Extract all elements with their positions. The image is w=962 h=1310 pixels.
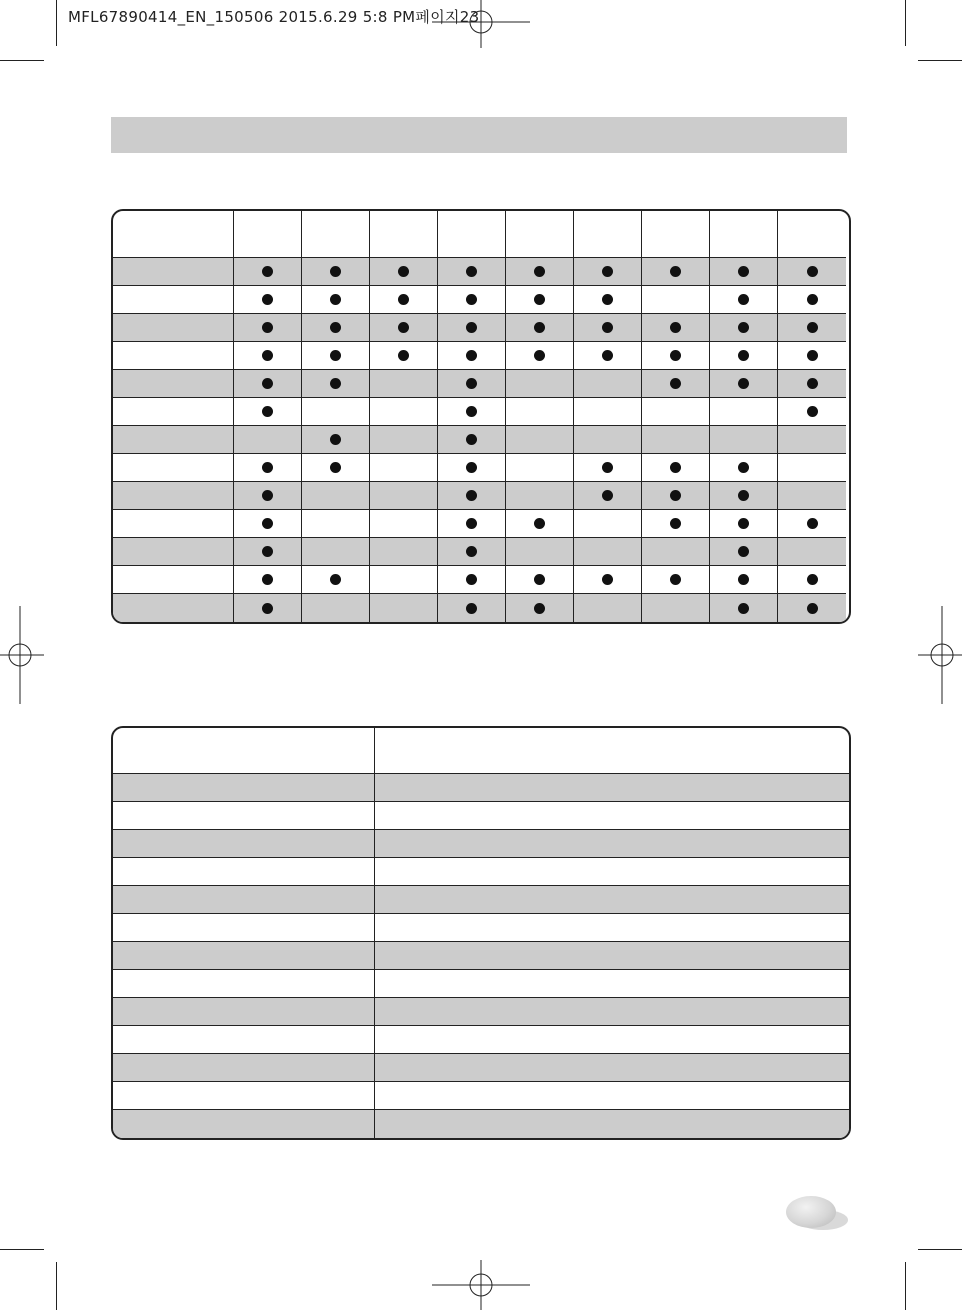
bullet-mark-icon bbox=[466, 406, 477, 417]
print-slug: MFL67890414_EN_150506 2015.6.29 5:8 PM페이지23 bbox=[68, 8, 480, 26]
bullet-mark-icon bbox=[738, 378, 749, 389]
feature-cell bbox=[302, 398, 370, 426]
bullet-mark-icon bbox=[330, 378, 341, 389]
feature-cell bbox=[506, 566, 574, 594]
feature-cell bbox=[710, 454, 778, 482]
description-term-cell bbox=[113, 858, 375, 886]
bullet-mark-icon bbox=[534, 574, 545, 585]
description-text-cell bbox=[375, 774, 849, 802]
feature-cell bbox=[438, 538, 506, 566]
registration-mark-icon bbox=[918, 606, 962, 704]
feature-cell bbox=[642, 510, 710, 538]
bullet-mark-icon bbox=[466, 490, 477, 501]
feature-cell bbox=[234, 370, 302, 398]
feature-cell bbox=[642, 370, 710, 398]
description-table bbox=[111, 726, 851, 1140]
registration-mark-icon bbox=[0, 606, 44, 704]
bullet-mark-icon bbox=[602, 490, 613, 501]
bullet-mark-icon bbox=[262, 518, 273, 529]
bullet-mark-icon bbox=[262, 266, 273, 277]
feature-cell bbox=[710, 314, 778, 342]
feature-cell bbox=[778, 258, 846, 286]
feature-cell bbox=[778, 342, 846, 370]
feature-cell bbox=[506, 286, 574, 314]
feature-row-label bbox=[113, 566, 234, 594]
bullet-mark-icon bbox=[738, 490, 749, 501]
feature-table-header-cell bbox=[438, 211, 506, 258]
bullet-mark-icon bbox=[330, 350, 341, 361]
bullet-mark-icon bbox=[670, 574, 681, 585]
bullet-mark-icon bbox=[807, 378, 818, 389]
feature-cell bbox=[234, 482, 302, 510]
feature-cell bbox=[574, 314, 642, 342]
bullet-mark-icon bbox=[466, 378, 477, 389]
feature-cell bbox=[710, 426, 778, 454]
description-term-cell bbox=[113, 774, 375, 802]
feature-cell bbox=[574, 566, 642, 594]
description-text-cell bbox=[375, 1054, 849, 1082]
feature-row-label bbox=[113, 342, 234, 370]
bullet-mark-icon bbox=[602, 350, 613, 361]
feature-cell bbox=[438, 454, 506, 482]
description-term-cell bbox=[113, 1082, 375, 1110]
feature-cell bbox=[438, 594, 506, 622]
page-number-tab bbox=[786, 1196, 836, 1228]
feature-cell bbox=[234, 454, 302, 482]
feature-table-header-cell bbox=[506, 211, 574, 258]
bullet-mark-icon bbox=[466, 518, 477, 529]
feature-cell bbox=[506, 258, 574, 286]
feature-cell bbox=[302, 538, 370, 566]
feature-cell bbox=[234, 398, 302, 426]
bullet-mark-icon bbox=[398, 266, 409, 277]
feature-cell bbox=[778, 286, 846, 314]
feature-table bbox=[111, 209, 851, 624]
feature-cell bbox=[302, 594, 370, 622]
feature-cell bbox=[710, 510, 778, 538]
feature-cell bbox=[438, 286, 506, 314]
bullet-mark-icon bbox=[738, 574, 749, 585]
feature-cell bbox=[642, 538, 710, 566]
feature-cell bbox=[370, 510, 438, 538]
bullet-mark-icon bbox=[602, 462, 613, 473]
bullet-mark-icon bbox=[670, 462, 681, 473]
bullet-mark-icon bbox=[466, 350, 477, 361]
feature-cell bbox=[778, 426, 846, 454]
feature-row-label bbox=[113, 398, 234, 426]
description-term-cell bbox=[113, 998, 375, 1026]
feature-cell bbox=[302, 454, 370, 482]
feature-cell bbox=[710, 482, 778, 510]
feature-table-header-corner bbox=[113, 211, 234, 258]
bullet-mark-icon bbox=[330, 322, 341, 333]
bullet-mark-icon bbox=[534, 518, 545, 529]
description-term-cell bbox=[113, 830, 375, 858]
bullet-mark-icon bbox=[466, 294, 477, 305]
feature-cell bbox=[574, 258, 642, 286]
feature-row-label bbox=[113, 426, 234, 454]
description-text-cell bbox=[375, 970, 849, 998]
description-text-cell bbox=[375, 1082, 849, 1110]
feature-row-label bbox=[113, 370, 234, 398]
feature-cell bbox=[778, 314, 846, 342]
feature-cell bbox=[642, 426, 710, 454]
bullet-mark-icon bbox=[602, 294, 613, 305]
bullet-mark-icon bbox=[738, 546, 749, 557]
feature-cell bbox=[370, 454, 438, 482]
bullet-mark-icon bbox=[807, 603, 818, 614]
bullet-mark-icon bbox=[262, 350, 273, 361]
feature-cell bbox=[438, 314, 506, 342]
bullet-mark-icon bbox=[534, 294, 545, 305]
description-term-cell bbox=[113, 1026, 375, 1054]
bullet-mark-icon bbox=[262, 322, 273, 333]
feature-cell bbox=[438, 426, 506, 454]
bullet-mark-icon bbox=[807, 266, 818, 277]
feature-cell bbox=[302, 342, 370, 370]
feature-table-header-cell bbox=[642, 211, 710, 258]
feature-cell bbox=[574, 370, 642, 398]
feature-cell bbox=[574, 454, 642, 482]
feature-cell bbox=[642, 454, 710, 482]
description-text-cell bbox=[375, 1110, 849, 1138]
feature-cell bbox=[506, 510, 574, 538]
feature-table-header-cell bbox=[302, 211, 370, 258]
bullet-mark-icon bbox=[534, 266, 545, 277]
bullet-mark-icon bbox=[738, 294, 749, 305]
description-header-left bbox=[113, 728, 375, 774]
bullet-mark-icon bbox=[466, 322, 477, 333]
bullet-mark-icon bbox=[330, 294, 341, 305]
feature-cell bbox=[302, 314, 370, 342]
bullet-mark-icon bbox=[262, 406, 273, 417]
bullet-mark-icon bbox=[466, 574, 477, 585]
bullet-mark-icon bbox=[670, 266, 681, 277]
feature-cell bbox=[506, 370, 574, 398]
feature-row-label bbox=[113, 286, 234, 314]
description-text-cell bbox=[375, 858, 849, 886]
feature-row-label bbox=[113, 594, 234, 622]
description-text-cell bbox=[375, 830, 849, 858]
bullet-mark-icon bbox=[670, 518, 681, 529]
feature-cell bbox=[302, 426, 370, 454]
bullet-mark-icon bbox=[602, 574, 613, 585]
feature-cell bbox=[574, 398, 642, 426]
bullet-mark-icon bbox=[807, 518, 818, 529]
feature-cell bbox=[574, 342, 642, 370]
feature-cell bbox=[370, 594, 438, 622]
feature-cell bbox=[642, 594, 710, 622]
bullet-mark-icon bbox=[807, 294, 818, 305]
feature-cell bbox=[506, 538, 574, 566]
description-text-cell bbox=[375, 886, 849, 914]
feature-row-label bbox=[113, 538, 234, 566]
feature-cell bbox=[778, 566, 846, 594]
registration-mark-icon bbox=[432, 1260, 530, 1310]
feature-cell bbox=[710, 342, 778, 370]
bullet-mark-icon bbox=[670, 322, 681, 333]
feature-cell bbox=[234, 314, 302, 342]
section-heading-bar bbox=[111, 117, 847, 153]
feature-cell bbox=[438, 258, 506, 286]
feature-cell bbox=[778, 510, 846, 538]
bullet-mark-icon bbox=[738, 350, 749, 361]
feature-cell bbox=[438, 482, 506, 510]
feature-row-label bbox=[113, 258, 234, 286]
feature-cell bbox=[370, 426, 438, 454]
bullet-mark-icon bbox=[738, 322, 749, 333]
feature-table-header-cell bbox=[574, 211, 642, 258]
feature-cell bbox=[642, 398, 710, 426]
feature-cell bbox=[370, 286, 438, 314]
feature-cell bbox=[710, 258, 778, 286]
feature-cell bbox=[778, 454, 846, 482]
feature-cell bbox=[642, 566, 710, 594]
feature-cell bbox=[506, 342, 574, 370]
description-text-cell bbox=[375, 998, 849, 1026]
feature-cell bbox=[710, 538, 778, 566]
feature-cell bbox=[370, 482, 438, 510]
description-term-cell bbox=[113, 1054, 375, 1082]
feature-cell bbox=[234, 594, 302, 622]
feature-cell bbox=[574, 538, 642, 566]
feature-cell bbox=[234, 342, 302, 370]
bullet-mark-icon bbox=[602, 266, 613, 277]
feature-table-grid bbox=[113, 211, 849, 622]
feature-cell bbox=[574, 594, 642, 622]
feature-cell bbox=[506, 454, 574, 482]
feature-cell bbox=[574, 510, 642, 538]
feature-cell bbox=[370, 342, 438, 370]
bullet-mark-icon bbox=[670, 490, 681, 501]
bullet-mark-icon bbox=[466, 546, 477, 557]
description-term-cell bbox=[113, 942, 375, 970]
bullet-mark-icon bbox=[330, 434, 341, 445]
feature-cell bbox=[302, 510, 370, 538]
bullet-mark-icon bbox=[738, 266, 749, 277]
feature-cell bbox=[778, 482, 846, 510]
feature-cell bbox=[234, 286, 302, 314]
feature-cell bbox=[370, 538, 438, 566]
bullet-mark-icon bbox=[534, 322, 545, 333]
feature-cell bbox=[302, 566, 370, 594]
bullet-mark-icon bbox=[262, 490, 273, 501]
description-term-cell bbox=[113, 914, 375, 942]
description-term-cell bbox=[113, 970, 375, 998]
bullet-mark-icon bbox=[738, 462, 749, 473]
bullet-mark-icon bbox=[398, 294, 409, 305]
feature-cell bbox=[778, 398, 846, 426]
feature-cell bbox=[642, 482, 710, 510]
feature-row-label bbox=[113, 510, 234, 538]
bullet-mark-icon bbox=[330, 574, 341, 585]
feature-cell bbox=[370, 258, 438, 286]
feature-cell bbox=[642, 286, 710, 314]
feature-cell bbox=[370, 370, 438, 398]
bullet-mark-icon bbox=[330, 462, 341, 473]
bullet-mark-icon bbox=[262, 294, 273, 305]
feature-cell bbox=[302, 258, 370, 286]
feature-row-label bbox=[113, 482, 234, 510]
bullet-mark-icon bbox=[534, 350, 545, 361]
feature-cell bbox=[506, 426, 574, 454]
feature-cell bbox=[302, 286, 370, 314]
description-table-grid bbox=[113, 728, 849, 1138]
description-text-cell bbox=[375, 942, 849, 970]
feature-cell bbox=[574, 482, 642, 510]
bullet-mark-icon bbox=[330, 266, 341, 277]
feature-cell bbox=[506, 314, 574, 342]
feature-cell bbox=[778, 370, 846, 398]
bullet-mark-icon bbox=[262, 546, 273, 557]
feature-cell bbox=[370, 398, 438, 426]
feature-cell bbox=[710, 370, 778, 398]
description-text-cell bbox=[375, 914, 849, 942]
description-term-cell bbox=[113, 802, 375, 830]
feature-cell bbox=[234, 510, 302, 538]
feature-cell bbox=[438, 342, 506, 370]
feature-cell bbox=[234, 258, 302, 286]
feature-cell bbox=[234, 426, 302, 454]
feature-cell bbox=[778, 594, 846, 622]
feature-row-label bbox=[113, 314, 234, 342]
feature-row-label bbox=[113, 454, 234, 482]
feature-cell bbox=[710, 398, 778, 426]
feature-cell bbox=[438, 510, 506, 538]
bullet-mark-icon bbox=[262, 378, 273, 389]
bullet-mark-icon bbox=[466, 462, 477, 473]
bullet-mark-icon bbox=[466, 266, 477, 277]
bullet-mark-icon bbox=[807, 350, 818, 361]
bullet-mark-icon bbox=[807, 574, 818, 585]
bullet-mark-icon bbox=[670, 350, 681, 361]
feature-cell bbox=[574, 426, 642, 454]
feature-table-header-cell bbox=[778, 211, 846, 258]
feature-cell bbox=[506, 594, 574, 622]
feature-cell bbox=[506, 398, 574, 426]
feature-cell bbox=[574, 286, 642, 314]
feature-cell bbox=[370, 566, 438, 594]
feature-cell bbox=[438, 566, 506, 594]
description-term-cell bbox=[113, 1110, 375, 1138]
bullet-mark-icon bbox=[398, 350, 409, 361]
description-term-cell bbox=[113, 886, 375, 914]
bullet-mark-icon bbox=[466, 434, 477, 445]
feature-table-header-cell bbox=[370, 211, 438, 258]
description-text-cell bbox=[375, 802, 849, 830]
feature-cell bbox=[302, 482, 370, 510]
bullet-mark-icon bbox=[807, 322, 818, 333]
bullet-mark-icon bbox=[466, 603, 477, 614]
bullet-mark-icon bbox=[262, 462, 273, 473]
feature-cell bbox=[710, 594, 778, 622]
bullet-mark-icon bbox=[738, 518, 749, 529]
bullet-mark-icon bbox=[738, 603, 749, 614]
feature-cell bbox=[234, 566, 302, 594]
bullet-mark-icon bbox=[602, 322, 613, 333]
feature-cell bbox=[370, 314, 438, 342]
description-text-cell bbox=[375, 1026, 849, 1054]
feature-cell bbox=[710, 286, 778, 314]
feature-table-header-cell bbox=[710, 211, 778, 258]
feature-cell bbox=[778, 538, 846, 566]
bullet-mark-icon bbox=[262, 603, 273, 614]
bullet-mark-icon bbox=[670, 378, 681, 389]
feature-cell bbox=[234, 538, 302, 566]
description-header-right bbox=[375, 728, 849, 774]
feature-cell bbox=[710, 566, 778, 594]
feature-cell bbox=[302, 370, 370, 398]
bullet-mark-icon bbox=[807, 406, 818, 417]
feature-cell bbox=[642, 342, 710, 370]
feature-cell bbox=[642, 258, 710, 286]
registration-mark-icon bbox=[432, 0, 530, 48]
feature-cell bbox=[642, 314, 710, 342]
feature-table-header-cell bbox=[234, 211, 302, 258]
bullet-mark-icon bbox=[398, 322, 409, 333]
feature-cell bbox=[506, 482, 574, 510]
bullet-mark-icon bbox=[534, 603, 545, 614]
bullet-mark-icon bbox=[262, 574, 273, 585]
feature-cell bbox=[438, 370, 506, 398]
feature-cell bbox=[438, 398, 506, 426]
